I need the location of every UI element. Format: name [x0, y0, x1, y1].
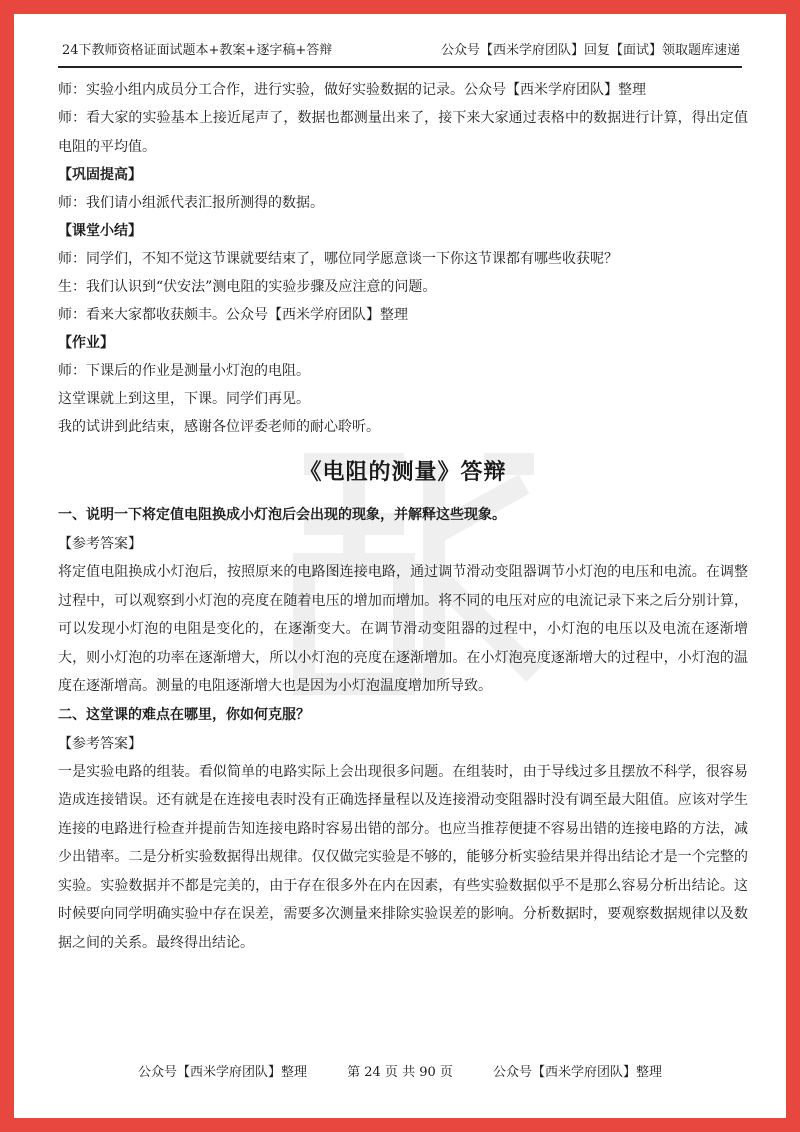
- dialogue-line: 师：实验小组内成员分工合作，进行实验，做好实验数据的记录。公众号【西米学府团队】整理: [58, 82, 646, 98]
- answer-label: 【参考答案】: [58, 735, 142, 752]
- page-content: [58, 76, 748, 957]
- section-heading-consolidate: 【巩固提高】: [58, 167, 142, 183]
- dialogue-line: 师：下课后的作业是测量小灯泡的电阻。: [58, 363, 310, 379]
- defense-answer-1: 将定值电阻换成小灯泡后，按照原来的电路图连接电路，通过调节滑动变阻器调节小灯泡的电压和电流。在调整过程中，可以观察到小灯泡的亮度在随着电压的增加而增加。将不同的电压对应的电流记录下来之后分别计算，可以发现小灯泡的电阻是变化的，在逐渐变大。在调节滑动变阻器的过程中，小灯泡的电压以及电流在逐渐增大，则小灯泡的功率在逐渐增大，所以小灯泡的亮度在逐渐增加。在小灯泡亮度逐渐增大的过程中，小灯泡的温度在逐渐增高。测量的电阻逐渐增大也是因为小灯泡温度增加所导致。: [58, 564, 748, 694]
- dialogue-line: 师：看来大家都收获颇丰。公众号【西米学府团队】整理: [58, 307, 408, 323]
- defense-answer-2: 一是实验电路的组装。看似简单的电路实际上会出现很多问题。在组装时，由于导线过多且摆放不科学，很容易造成连接错误。还有就是在连接电表时没有正确选择量程以及连接滑动变阻器时没有调至最大阻值。应该对学生连接的电路进行检查并提前告知连接电路时容易出错的部分。也应当推荐便捷不容易出错的连接电路的方法，减少出错率。二是分析实验数据得出规律。仅仅做完实验是不够的，能够分析实验结果并得出结论才是一个完整的实验。实验数据并不都是完美的，由于存在很多外在内在因素，有些实验数据似乎不是那么容易分析出结论。这时候要向同学明确实验中存在误差，需要多次测量来排除实验误差的影响。分析数据时，要观察数据规律以及数据之间的关系。最终得出结论。: [58, 763, 748, 951]
- page-footer: [14, 1061, 786, 1080]
- dialogue-line: 师：同学们，不知不觉这节课就要结束了，哪位同学愿意谈一下你这节课都有哪些收获呢？: [58, 251, 618, 267]
- dialogue-line: 师：我们请小组派代表汇报所测得的数据。: [58, 195, 324, 211]
- defense-question-2: 二、这堂课的难点在哪里，你如何克服？: [58, 706, 310, 723]
- defense-title: 《电阻的测量》答辩: [299, 459, 507, 485]
- footer-right-text: 公众号【西米学府团队】整理: [493, 1065, 663, 1080]
- header-right-text: 公众号【西米学府团队】回复【面试】领取题库速递: [440, 43, 740, 58]
- answer-label: 【参考答案】: [58, 536, 142, 552]
- defense-question-1: 一、说明一下将定值电阻换成小灯泡后会出现的现象，并解释这些现象。: [58, 507, 506, 523]
- dialogue-line: 这堂课就上到这里，下课。同学们再见。: [58, 391, 310, 407]
- dialogue-line: 我的试讲到此结束，感谢各位评委老师的耐心聆听。: [58, 419, 380, 435]
- page-number: 第 24 页 共 90 页: [347, 1065, 453, 1080]
- dialogue-line: 生：我们认识到“伏安法”测电阻的实验步骤及应注意的问题。: [58, 279, 437, 295]
- footer-left-text: 公众号【西米学府团队】整理: [137, 1065, 307, 1080]
- section-heading-homework: 【作业】: [58, 335, 114, 351]
- section-heading-summary: 【课堂小结】: [58, 223, 142, 239]
- document-page: [14, 14, 786, 1118]
- page-header: [58, 38, 742, 68]
- header-left-text: 24下教师资格证面试题本+教案+逐字稿+答辩: [62, 43, 333, 58]
- dialogue-paragraph: 师：看大家的实验基本上接近尾声了，数据也都测量出来了，接下来大家通过表格中的数据进行计算，得出定值电阻的平均值。: [58, 110, 748, 155]
